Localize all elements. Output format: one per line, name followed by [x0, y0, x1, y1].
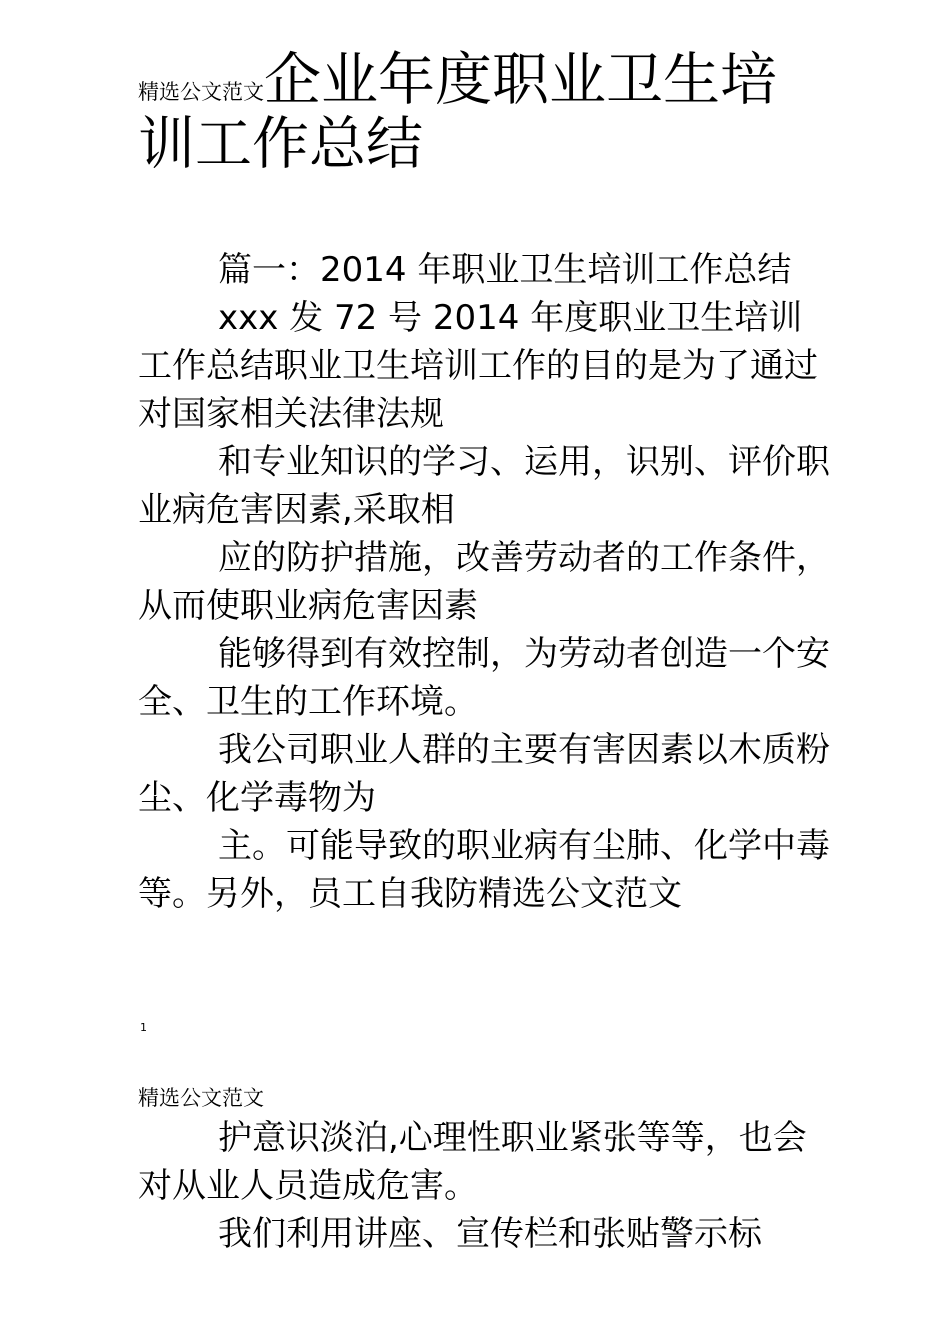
paragraph: xxx 发 72 号 2014 年度职业卫生培训工作总结职业卫生培训工作的目的是为了通过对国家相关法律法规 — [138, 298, 818, 434]
page-1-body — [138, 246, 830, 918]
paragraph: 护意识淡泊,心理性职业紧张等等，也会对从业人员造成危害。 — [138, 1118, 807, 1206]
paragraph: 篇一：2014 年职业卫生培训工作总结 — [218, 250, 792, 290]
page-number: 1 — [140, 1021, 147, 1034]
page-2-header-label: 精选公文范文 — [138, 1086, 264, 1110]
paragraph: 和专业知识的学习、运用，识别、评价职业病危害因素,采取相 — [138, 442, 830, 530]
page-2-body — [138, 1114, 830, 1258]
paragraph: 我公司职业人群的主要有害因素以木质粉尘、化学毒物为 — [138, 730, 830, 818]
paragraph: 能够得到有效控制，为劳动者创造一个安全、卫生的工作环境。 — [138, 634, 830, 722]
header-label: 精选公文范文 — [138, 80, 264, 104]
document-title — [138, 48, 828, 176]
paragraph: 应的防护措施，改善劳动者的工作条件，从而使职业病危害因素 — [138, 538, 830, 626]
paragraph: 我们利用讲座、宣传栏和张贴警示标 — [218, 1214, 762, 1254]
title-text: 企业年度职业卫生培训工作总结 — [138, 47, 777, 177]
paragraph: 主。可能导致的职业病有尘肺、化学中毒等。另外，员工自我防精选公文范文 — [138, 826, 830, 914]
